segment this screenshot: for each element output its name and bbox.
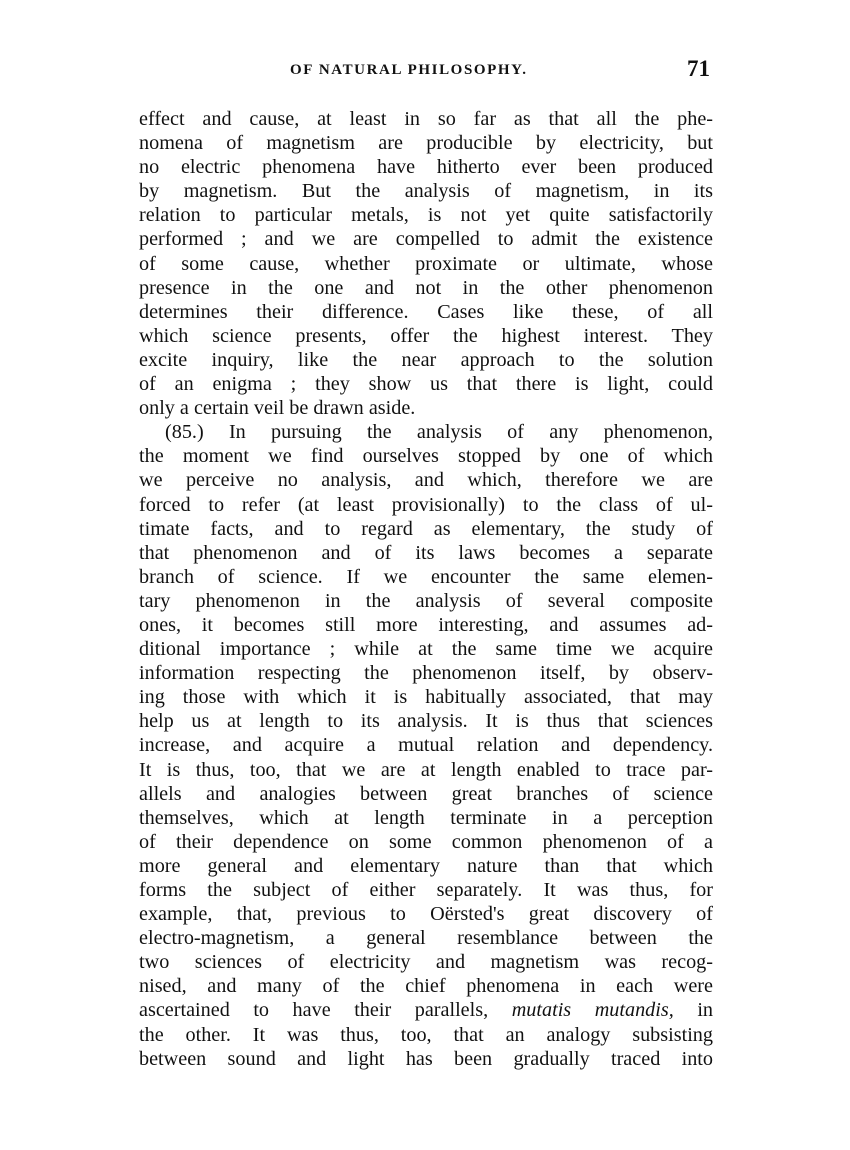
text-line: themselves, which at length terminate in a perception — [139, 806, 713, 829]
italic-phrase: mutatis mutandis, — [511, 999, 674, 1022]
text-line: ing those with which it is habitually associated, that may — [139, 686, 713, 709]
running-title: OF NATURAL PHILOSOPHY. — [290, 62, 528, 78]
text-line: by magnetism. But the analysis of magnetism, in its — [139, 180, 713, 203]
text-line: forced to refer (at least provisionally) to the class of ul- — [139, 493, 713, 516]
text-line: ditional importance ; while at the same time we acquire — [139, 638, 713, 661]
text-line: only a certain veil be drawn aside. — [139, 397, 416, 420]
text-line: nised, and many of the chief phenomena in each were — [139, 975, 713, 998]
text-line-start: ascertained to have their parallels, — [139, 999, 489, 1022]
text-line: example, that, previous to Oërsted's great discovery of — [139, 903, 713, 926]
text-line: of their dependence on some common phenomenon of a — [139, 830, 713, 853]
body-text — [139, 107, 713, 1071]
text-line: which science presents, offer the highest interest. They — [139, 324, 713, 347]
text-line: the other. It was thus, too, that an analogy subsisting — [139, 1023, 713, 1046]
text-line: help us at length to its analysis. It is thus that sciences — [139, 710, 713, 733]
text-line: of an enigma ; they show us that there is light, could — [139, 373, 713, 396]
text-line: two sciences of electricity and magnetism was recog- — [139, 951, 713, 974]
text-line: timate facts, and to regard as elementary, the study of — [139, 517, 713, 540]
text-line: no electric phenomena have hitherto ever been produced — [139, 156, 713, 179]
running-head — [138, 56, 712, 90]
text-line: excite inquiry, like the near approach to the solution — [139, 348, 713, 371]
text-line: increase, and acquire a mutual relation and dependency. — [139, 734, 713, 757]
paragraph-85-start: (85.) In pursuing the analysis of any phenomenon, — [165, 421, 713, 444]
text-line: information respecting the phenomenon itself, by observ- — [139, 662, 713, 685]
text-line: of some cause, whether proximate or ultimate, whose — [139, 252, 713, 275]
text-line: more general and elementary nature than that which — [139, 854, 713, 877]
text-line: between sound and light has been gradually traced into — [139, 1047, 713, 1070]
text-line: allels and analogies between great branches of science — [139, 782, 713, 805]
text-line: relation to particular metals, is not yet quite satisfactorily — [139, 204, 713, 227]
text-line-end: in — [697, 999, 714, 1022]
text-line: that phenomenon and of its laws becomes a separate — [139, 541, 713, 564]
text-line: effect and cause, at least in so far as that all the phe- — [139, 108, 713, 130]
text-line: performed ; and we are compelled to admit the existence — [139, 228, 713, 251]
text-line: electro-magnetism, a general resemblance between the — [139, 927, 713, 950]
text-line-mixed — [139, 998, 713, 1022]
text-line: It is thus, too, that we are at length enabled to trace par- — [139, 758, 713, 781]
page-number: 71 — [687, 56, 710, 81]
text-line: we perceive no analysis, and which, therefore we are — [139, 469, 713, 492]
text-line: presence in the one and not in the other phenomenon — [139, 276, 713, 299]
text-line: ones, it becomes still more interesting, and assumes ad- — [139, 613, 713, 636]
text-line: forms the subject of either separately. It was thus, for — [139, 879, 713, 901]
text-line: tary phenomenon in the analysis of several composite — [139, 589, 713, 612]
text-line: determines their difference. Cases like these, of all — [139, 300, 713, 323]
text-line: branch of science. If we encounter the same elemen- — [139, 565, 713, 588]
text-line: nomena of magnetism are producible by electricity, but — [139, 132, 713, 155]
text-line: the moment we find ourselves stopped by one of which — [139, 445, 713, 468]
